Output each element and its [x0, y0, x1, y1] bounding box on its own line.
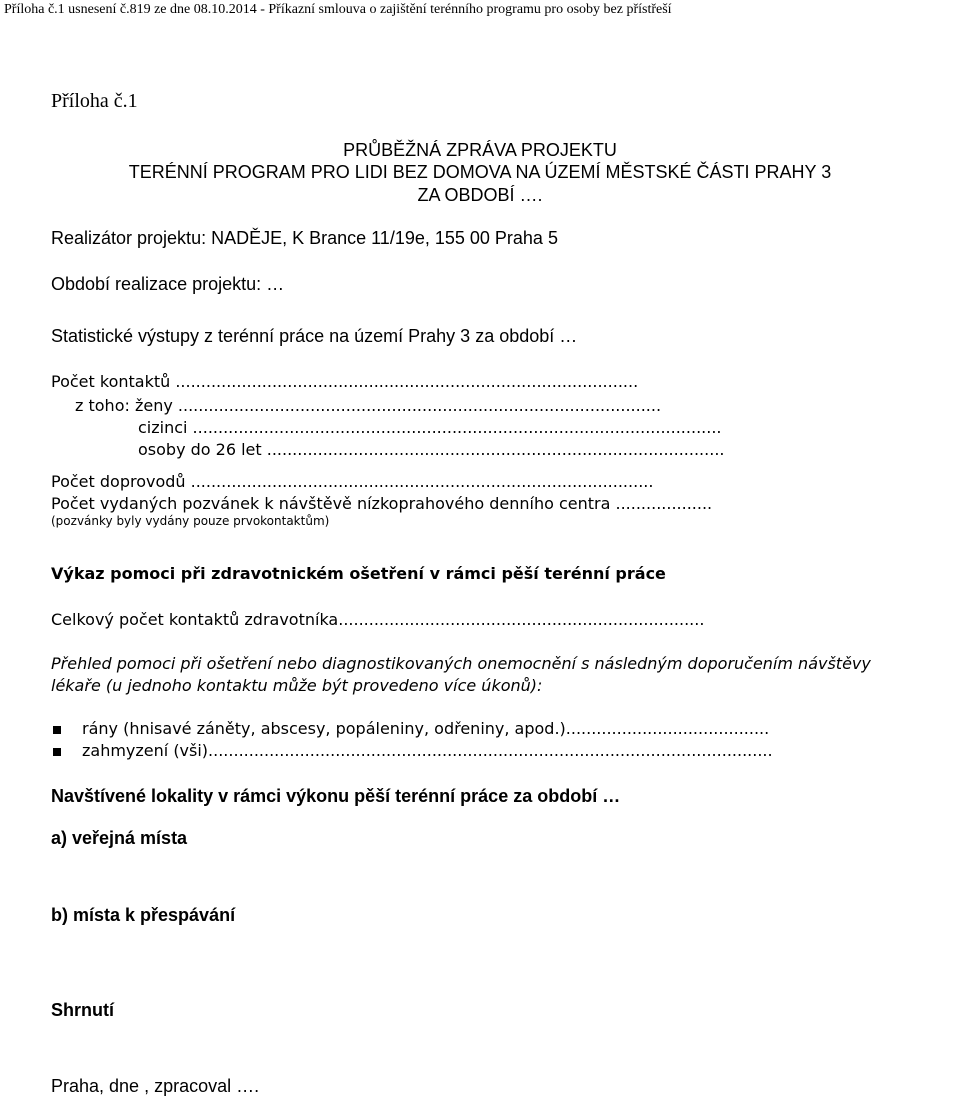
period-label: Období realizace projektu: … [51, 274, 285, 294]
title-line-2: TERÉNNÍ PROGRAM PRO LIDI BEZ DOMOVA NA ÚZEMÍ MĚSTSKÉ ČÁSTI PRAHY 3 [128, 162, 832, 182]
stat-foreigners: cizinci ........................................................................................................ [138, 418, 722, 437]
stats-heading: Statistické výstupy z terénní práce na území Prahy 3 za období … [51, 326, 578, 346]
title-line-1: PRŮBĚŽNÁ ZPRÁVA PROJEKTU [343, 140, 617, 160]
stat-women: z toho: ženy ............................................................................................... [75, 396, 662, 415]
bullet-icon [53, 748, 61, 756]
running-header: Příloha č.1 usnesení č.819 ze dne 08.10.2014 - Příkazní smlouva o zajištění terénního programu pro osoby bez přístřeší [4, 2, 672, 17]
health-total: Celkový počet kontaktů zdravotníka........................................................................ [51, 610, 705, 629]
stat-invitations-note: (pozvánky byly vydány pouze prvokontaktům) [51, 514, 330, 528]
public-places-heading: a) veřejná místa [51, 828, 188, 848]
attachment-label: Příloha č.1 [51, 90, 138, 112]
stat-invitations: Počet vydaných pozvánek k návštěvě nízkoprahového denního centra ................... [51, 494, 713, 513]
list-item-wounds: rány (hnisavé záněty, abscesy, popáleniny, odřeniny, apod.)........................................ [82, 719, 770, 738]
implementer-label: Realizátor projektu: [51, 228, 207, 248]
health-heading: Výkaz pomoci při zdravotnickém ošetření v rámci pěší terénní práce [51, 564, 666, 583]
stat-under-26: osoby do 26 let .......................................................................................... [138, 440, 725, 459]
stat-contacts: Počet kontaktů ........................................................................................... [51, 372, 639, 391]
overview-line-2: lékaře (u jednoho kontaktu může být provedeno více úkonů): [51, 676, 543, 695]
summary-heading: Shrnutí [51, 1000, 114, 1020]
sleeping-places-heading: b) místa k přespávání [51, 905, 236, 925]
overview-line-1: Přehled pomoci při ošetření nebo diagnostikovaných onemocnění s následným doporučením návštěvy [51, 654, 871, 673]
signature-line: Praha, dne , zpracoval …. [51, 1076, 260, 1096]
title-line-3: ZA OBDOBÍ …. [417, 185, 543, 205]
localities-heading: Navštívené lokality v rámci výkonu pěší terénní práce za období … [51, 786, 621, 806]
implementer-line [51, 228, 558, 249]
implementer-value: NADĚJE, K Brance 11/19e, 155 00 Praha 5 [206, 228, 558, 248]
bullet-icon [53, 726, 61, 734]
stat-escorts: Počet doprovodů ........................................................................................... [51, 472, 654, 491]
list-item-lice: zahmyzení (vši)............................................................................................................... [82, 741, 773, 760]
